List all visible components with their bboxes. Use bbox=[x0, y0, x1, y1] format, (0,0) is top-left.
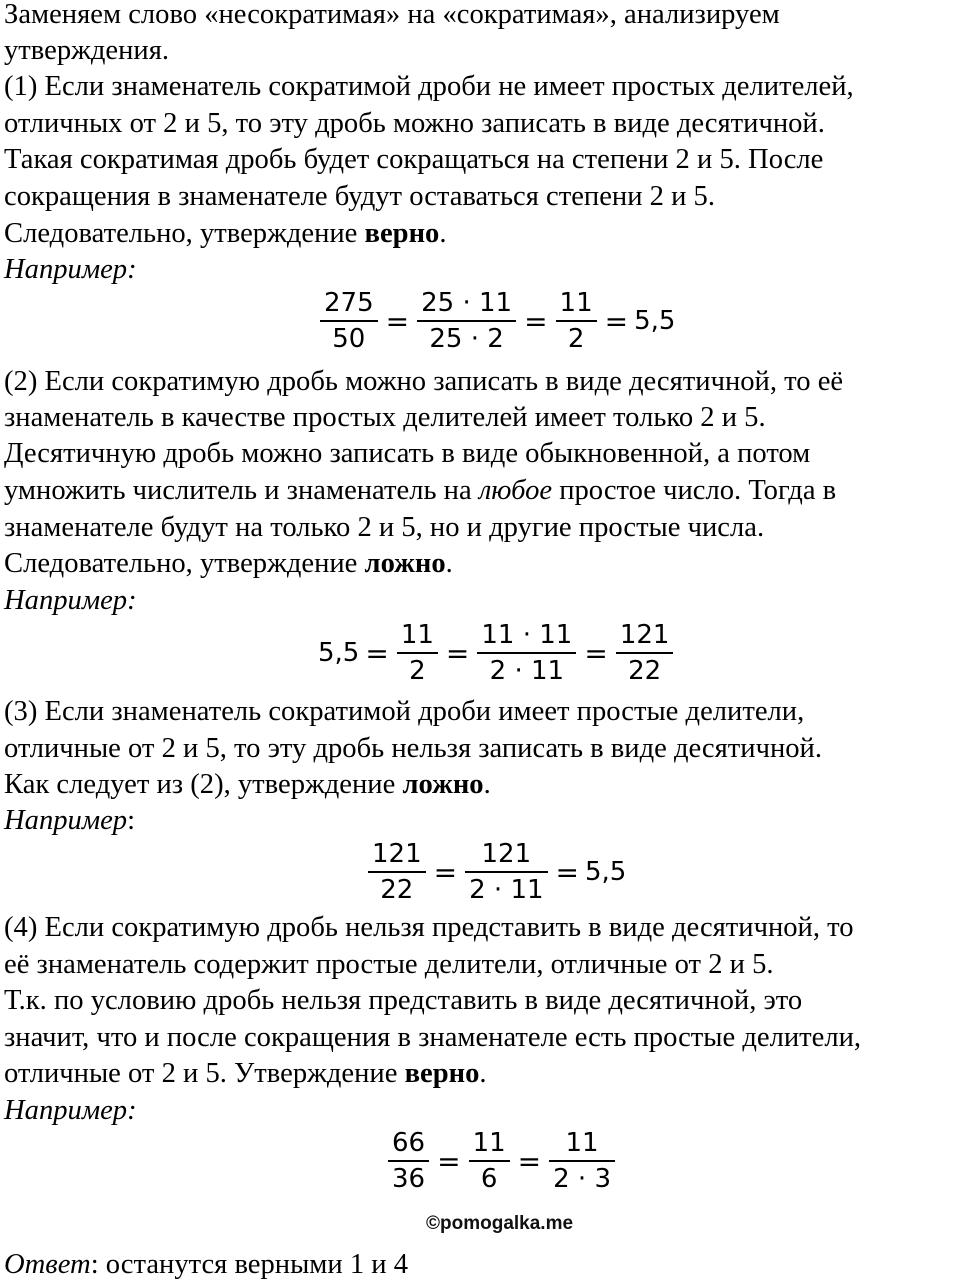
denominator: 22 bbox=[380, 875, 414, 905]
fraction bbox=[465, 837, 547, 907]
fraction bbox=[397, 618, 438, 688]
s2-line-4-a: умножить числитель и знаменатель на bbox=[4, 475, 479, 506]
s1-verdict: верно bbox=[364, 218, 440, 249]
s2-line-1: (2) Если сократимую дробь можно записать в виде десятичной, то её bbox=[4, 366, 844, 397]
s1-verdict-suffix: . bbox=[439, 218, 447, 249]
s2-verdict-line bbox=[4, 546, 453, 582]
answer-line bbox=[4, 1247, 408, 1283]
numerator: 11 bbox=[565, 1128, 599, 1158]
denominator: 36 bbox=[392, 1164, 426, 1194]
s2-verdict-suffix: . bbox=[445, 548, 453, 579]
s2-example-label: Например: bbox=[4, 585, 137, 616]
equals-sign: = bbox=[517, 1144, 542, 1178]
s1-example-label: Например: bbox=[4, 254, 137, 285]
numerator: 121 bbox=[481, 839, 532, 869]
denominator: 2 · 3 bbox=[553, 1164, 612, 1194]
equals-sign: = bbox=[365, 636, 389, 670]
answer-text: : останутся верными 1 и 4 bbox=[90, 1249, 409, 1280]
s4-verdict: верно bbox=[404, 1058, 480, 1089]
denominator: 2 bbox=[409, 656, 426, 686]
s3-verdict-line bbox=[4, 767, 491, 803]
fraction bbox=[556, 286, 597, 356]
intro-line-2: утверждения. bbox=[4, 35, 170, 66]
fraction bbox=[477, 618, 576, 688]
numerator: 11 · 11 bbox=[481, 620, 573, 650]
denominator: 6 bbox=[480, 1164, 498, 1194]
numerator: 121 bbox=[372, 839, 422, 869]
fraction bbox=[320, 286, 378, 356]
s3-line-2: отличные от 2 и 5, то эту дробь нельзя записать в виде десятичной. bbox=[4, 733, 822, 764]
s2-equation bbox=[318, 618, 675, 688]
fraction bbox=[616, 618, 674, 688]
equals-sign: = bbox=[385, 304, 410, 338]
s2-line-4 bbox=[4, 473, 836, 509]
denominator: 2 bbox=[567, 324, 585, 354]
s4-line-2: её знаменатель содержит простые делители, отличные от 2 и 5. bbox=[4, 949, 774, 980]
s2-verdict: ложно bbox=[364, 548, 446, 579]
equals-sign: = bbox=[555, 855, 579, 889]
equals-sign: = bbox=[433, 855, 458, 889]
numerator: 11 bbox=[472, 1128, 506, 1158]
intro-line-1: Заменяем слово «несократимая» на «сократимая», анализируем bbox=[4, 0, 780, 30]
s4-verdict-prefix: отличные от 2 и 5. Утверждение bbox=[4, 1058, 405, 1089]
s2-line-4-b: простое число. Тогда в bbox=[552, 475, 837, 506]
s3-verdict-suffix: . bbox=[483, 769, 491, 800]
equals-sign: = bbox=[584, 636, 608, 670]
s4-line-3: Т.к. по условию дробь нельзя представить в виде десятичной, это bbox=[4, 985, 803, 1016]
watermark: ©pomogalka.me bbox=[426, 1213, 574, 1234]
equals-sign: = bbox=[524, 304, 548, 338]
result: 5,5 bbox=[634, 306, 676, 336]
s1-line-2: отличных от 2 и 5, то эту дробь можно записать в виде десятичной. bbox=[4, 108, 825, 139]
s2-verdict-prefix: Следовательно, утверждение bbox=[4, 548, 365, 579]
denominator: 2 · 11 bbox=[489, 656, 565, 686]
numerator: 121 bbox=[619, 620, 670, 650]
numerator: 25 · 11 bbox=[421, 288, 513, 318]
s4-verdict-suffix: . bbox=[479, 1058, 487, 1089]
s2-line-4-italic: любое bbox=[478, 475, 553, 506]
fraction bbox=[549, 1126, 615, 1196]
denominator: 50 bbox=[332, 324, 366, 354]
s2-line-5: знаменателе будут на только 2 и 5, но и другие простые числа. bbox=[4, 512, 765, 543]
s3-example-word: Например bbox=[4, 805, 128, 836]
s1-verdict-line bbox=[4, 216, 447, 252]
s4-verdict-line bbox=[4, 1056, 487, 1092]
denominator: 2 · 11 bbox=[469, 875, 544, 905]
s4-equation bbox=[386, 1126, 617, 1196]
s1-equation bbox=[318, 286, 675, 356]
lhs: 5,5 bbox=[318, 638, 360, 668]
numerator: 275 bbox=[324, 288, 374, 318]
s1-verdict-prefix: Следовательно, утверждение bbox=[4, 218, 365, 249]
s3-verdict: ложно bbox=[402, 769, 484, 800]
fraction bbox=[417, 286, 516, 356]
s2-line-2: знаменатель в качестве простых делителей имеет только 2 и 5. bbox=[4, 402, 766, 433]
equals-sign: = bbox=[604, 304, 629, 338]
s3-verdict-prefix: Как следует из (2), утверждение bbox=[4, 769, 403, 800]
fraction bbox=[368, 837, 426, 907]
result: 5,5 bbox=[585, 857, 627, 887]
fraction bbox=[469, 1126, 510, 1196]
s3-example-label bbox=[4, 803, 135, 839]
s4-line-4: значит, что и после сокращения в знаменателе есть простые делители, bbox=[4, 1022, 862, 1053]
denominator: 25 · 2 bbox=[429, 324, 504, 354]
s2-line-3: Десятичную дробь можно записать в виде обыкновенной, а потом bbox=[4, 438, 811, 469]
s4-example-label: Например: bbox=[4, 1095, 137, 1126]
s4-line-1: (4) Если сократимую дробь нельзя представить в виде десятичной, то bbox=[4, 912, 854, 943]
s1-line-4: сокращения в знаменателе будут оставаться степени 2 и 5. bbox=[4, 181, 716, 212]
equals-sign: = bbox=[445, 636, 470, 670]
denominator: 22 bbox=[628, 656, 662, 686]
answer-label: Ответ bbox=[4, 1249, 91, 1280]
numerator: 11 bbox=[559, 288, 593, 318]
s1-line-1: (1) Если знаменатель сократимой дроби не имеет простых делителей, bbox=[4, 71, 854, 102]
numerator: 66 bbox=[392, 1128, 426, 1158]
s3-example-colon: : bbox=[127, 805, 136, 836]
equals-sign: = bbox=[437, 1144, 461, 1178]
s1-line-3: Такая сократимая дробь будет сокращаться на степени 2 и 5. После bbox=[4, 144, 824, 175]
s3-equation bbox=[366, 837, 626, 907]
numerator: 11 bbox=[400, 620, 434, 650]
fraction bbox=[388, 1126, 429, 1196]
s3-line-1: (3) Если знаменатель сократимой дроби имеет простые делители, bbox=[4, 696, 805, 727]
